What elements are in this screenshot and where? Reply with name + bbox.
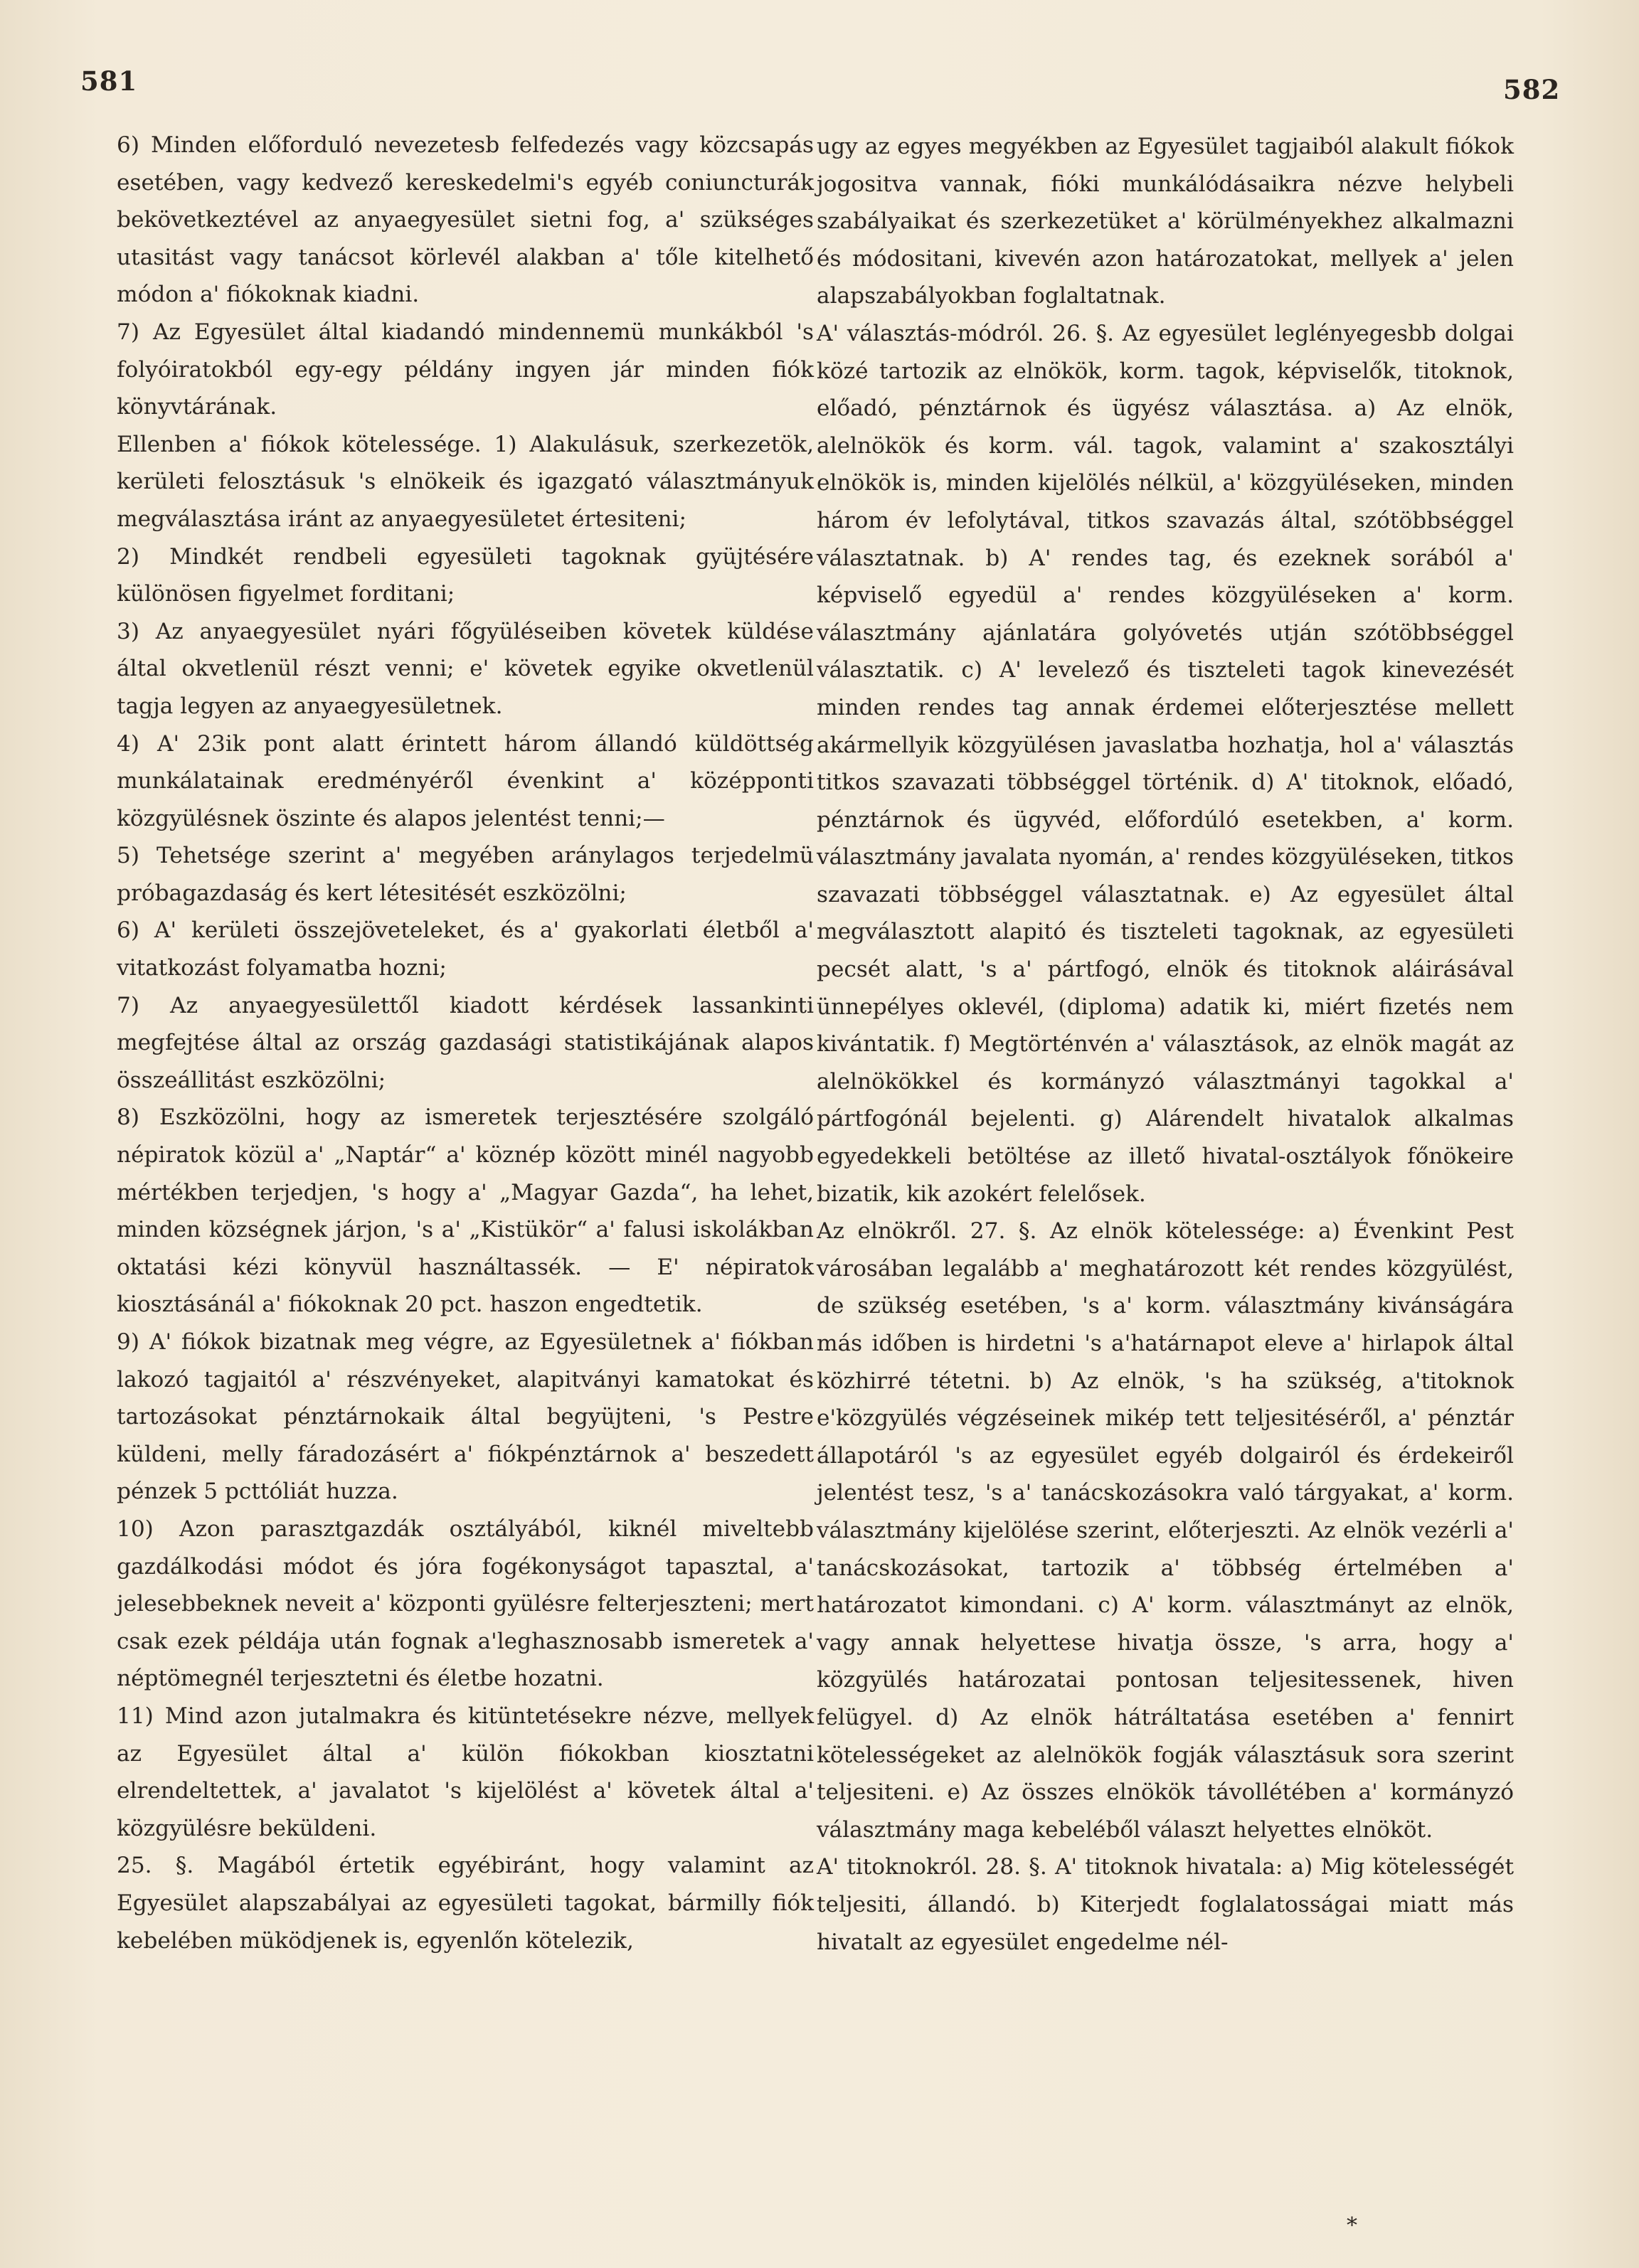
footer-signature-mark: * <box>1347 2213 1357 2238</box>
paragraph: 3) Az anyaegyesület nyári főgyüléseiben követek küldése által okvetlenül részt venni; e' követek egyike okvetlenül tagja legyen az anyaegyesületnek. <box>117 618 814 719</box>
page-number-left: 581 <box>80 65 138 97</box>
paragraph: Az elnökről. 27. §. Az elnök kötelessége: a) Évenkint Pest városában legalább a' meghatározott két rendes közgyülést, de szükség esetében, 's a' korm. választmány kivánságára más időben is hirdetni 's a'határnapot eleve a' hirlapok által közhirré tétetni. b) Az elnök, 's ha szükség, a'titoknok e'közgyülés végzéseinek mikép tett teljesitéséről, a' pénztár állapotáról 's az egyesület egyéb dolgairól és érdekeiről jelentést tesz, 's a' tanácskozásokra való tárgyakat, a' korm. választmány kijelölése szerint, előterjeszti. Az elnök vezérli a' tanácskozásokat, tartozik a' többség értelmében a' határozatot kimondani. c) A' korm. választmányt az elnök, vagy annak helyettese hivatja össze, 's arra, hogy a' közgyülés határozatai pontosan teljesitessenek, hiven felügyel. d) Az elnök hátráltatása esetében a' fennirt kötelességeket az alelnökök fogják választásuk sora szerint teljesiteni. e) Az összes elnökök távollétében a' kormányzó választmány maga kebeléből választ helyettes elnököt. <box>817 1218 1514 1843</box>
paragraph: 11) Mind azon jutalmakra és kitüntetésekre nézve, mellyek az Egyesület által a' külön fiókokban kiosztatni elrendeltettek, a' javalatot 's kijelölést a' követek által a' közgyülésre beküldeni. <box>117 1703 814 1841</box>
page-number-right: 582 <box>1503 74 1561 105</box>
paragraph: 4) A' 23ik pont alatt érintett három állandó küldöttség munkálatainak eredményéről évenkint a' középponti közgyülésnek öszinte és alapos jelentést tenni;— <box>117 730 814 831</box>
paragraph: A' titoknokról. 28. §. A' titoknok hivatala: a) Mig kötelességét teljesiti, állandó. b) Kiterjedt foglalatosságai miatt más hivatalt az egyesület engedelme nél- <box>817 1854 1514 1955</box>
paragraph: ugy az egyes megyékben az Egyesület tagjaiból alakult fiókok jogositva vannak, fióki munkálódásaikra nézve helybeli szabályaikat és szerkezetüket a' körülményekhez alkalmazni és módositani, kivevén azon határozatokat, mellyek a' jelen alapszabályokban foglaltatnak. <box>817 134 1514 309</box>
paragraph: A' választás-módról. 26. §. Az egyesület leglényegesbb dolgai közé tartozik az elnökök, korm. tagok, képviselők, titoknok, előadó, pénztárnok és ügyész választása. a) Az elnök, alelnökök és korm. vál. tagok, valamint a' szakosztályi elnökök is, minden kijelölés nélkül, a' közgyüléseken, minden három év lefolytával, titkos szavazás által, szótöbbséggel választatnak. b) A' rendes tag, és ezeknek sorából a' képviselő egyedül a' rendes közgyüléseken a' korm. választmány ajánlatára golyóvetés utján szótöbbséggel választatik. c) A' levelező és tiszteleti tagok kinevezését minden rendes tag annak érdemei előterjesztése mellett akármellyik közgyülésen javaslatba hozhatja, hol a' választás titkos szavazati többséggel történik. d) A' titoknok, előadó, pénztárnok és ügyvéd, előfordúló esetekben, a' korm. választmány javalata nyomán, a' rendes közgyüléseken, titkos szavazati többséggel választatnak. e) Az egyesület által megválasztott alapitó és tiszteleti tagoknak, az egyesületi pecsét alatt, 's a' pártfogó, elnök és titoknok aláirásával ünnepélyes oklevél, (diploma) adatik ki, miért fizetés nem kivántatik. f) Megtörténvén a' választások, az elnök magát az alelnökökkel és kormányzó választmányi tagokkal a' pártfogónál bejelenti. g) Alárendelt hivatalok alkalmas egyedekkeli betöltése az illető hivatal-osztályok főnökeire bizatik, kik azokért felelősek. <box>817 320 1514 1207</box>
paragraph: 8) Eszközölni, hogy az ismeretek terjesztésére szolgáló népiratok közül a' „Naptár“ a' köznép között minél nagyobb mértékben terjedjen, 's hogy a' „Magyar Gazda“, ha lehet, minden községnek járjon, 's a' „Kistükör“ a' falusi iskolákban oktatási kézi könyvül használtassék. — E' népiratok kiosztásánál a' fiókoknak 20 pct. haszon engedtetik. <box>117 1104 814 1318</box>
paragraph: 6) A' kerületi összejöveteleket, és a' gyakorlati életből a' vitatkozást folyamatba hozni; <box>117 917 814 981</box>
paragraph: 6) Minden előforduló nevezetesb felfedezés vagy közcsapás esetében, vagy kedvező kereskedelmi's egyéb coniuncturák bekövetkeztével az anyaegyesület sietni fog, a' szükséges utasitást vagy tanácsot körlevél alakban a' tőle kitelhető módon a' fiókoknak kiadni. <box>117 132 814 308</box>
paragraph: 5) Tehetsége szerint a' megyében aránylagos terjedelmü próbagazdaság és kert létesitését eszközölni; <box>117 843 814 906</box>
paragraph: 7) Az anyaegyesülettől kiadott kérdések lassankinti megfejtése által az ország gazdasági statistikájának alapos összeállitást eszközölni; <box>117 992 814 1093</box>
right-column <box>817 128 1514 1961</box>
left-column <box>117 127 814 1959</box>
paragraph: Ellenben a' fiókok kötelessége. 1) Alakulásuk, szerkezetök, kerületi felosztásuk 's elnökeik és igazgató választmányuk megválasztása iránt az anyaegyesületet értesiteni; <box>117 431 814 532</box>
paragraph: 25. §. Magából értetik egyébiránt, hogy valamint az Egyesület alapszabályai az egyesületi tagokat, bármilly fiók kebelében müködjenek is, egyenlőn kötelezik, <box>117 1853 814 1954</box>
paragraph: 7) Az Egyesület által kiadandó mindennemü munkákból 's folyóiratokból egy-egy példány ingyen jár minden fiók könyvtárának. <box>117 319 814 420</box>
paragraph: 2) Mindkét rendbeli egyesületi tagoknak gyüjtésére különösen figyelmet forditani; <box>117 543 814 607</box>
paragraph: 10) Azon parasztgazdák osztályából, kiknél miveltebb gazdálkodási módot és jóra fogékonyságot tapasztal, a' jelesebbeknek neveit a' központi gyülésre felterjeszteni; mert csak ezek példája után fognak a'leghasznosabb ismeretek a' néptömegnél terjesztetni és életbe hozatni. <box>117 1516 814 1692</box>
paragraph: 9) A' fiókok bizatnak meg végre, az Egyesületnek a' fiókban lakozó tagjaitól a' részvényeket, alapitványi kamatokat és tartozásokat pénztárnokaik által begyüjteni, 's Pestre küldeni, melly fáradozásért a' fiókpénztárnok a' beszedett pénzek 5 pcttóliát huzza. <box>117 1329 814 1505</box>
